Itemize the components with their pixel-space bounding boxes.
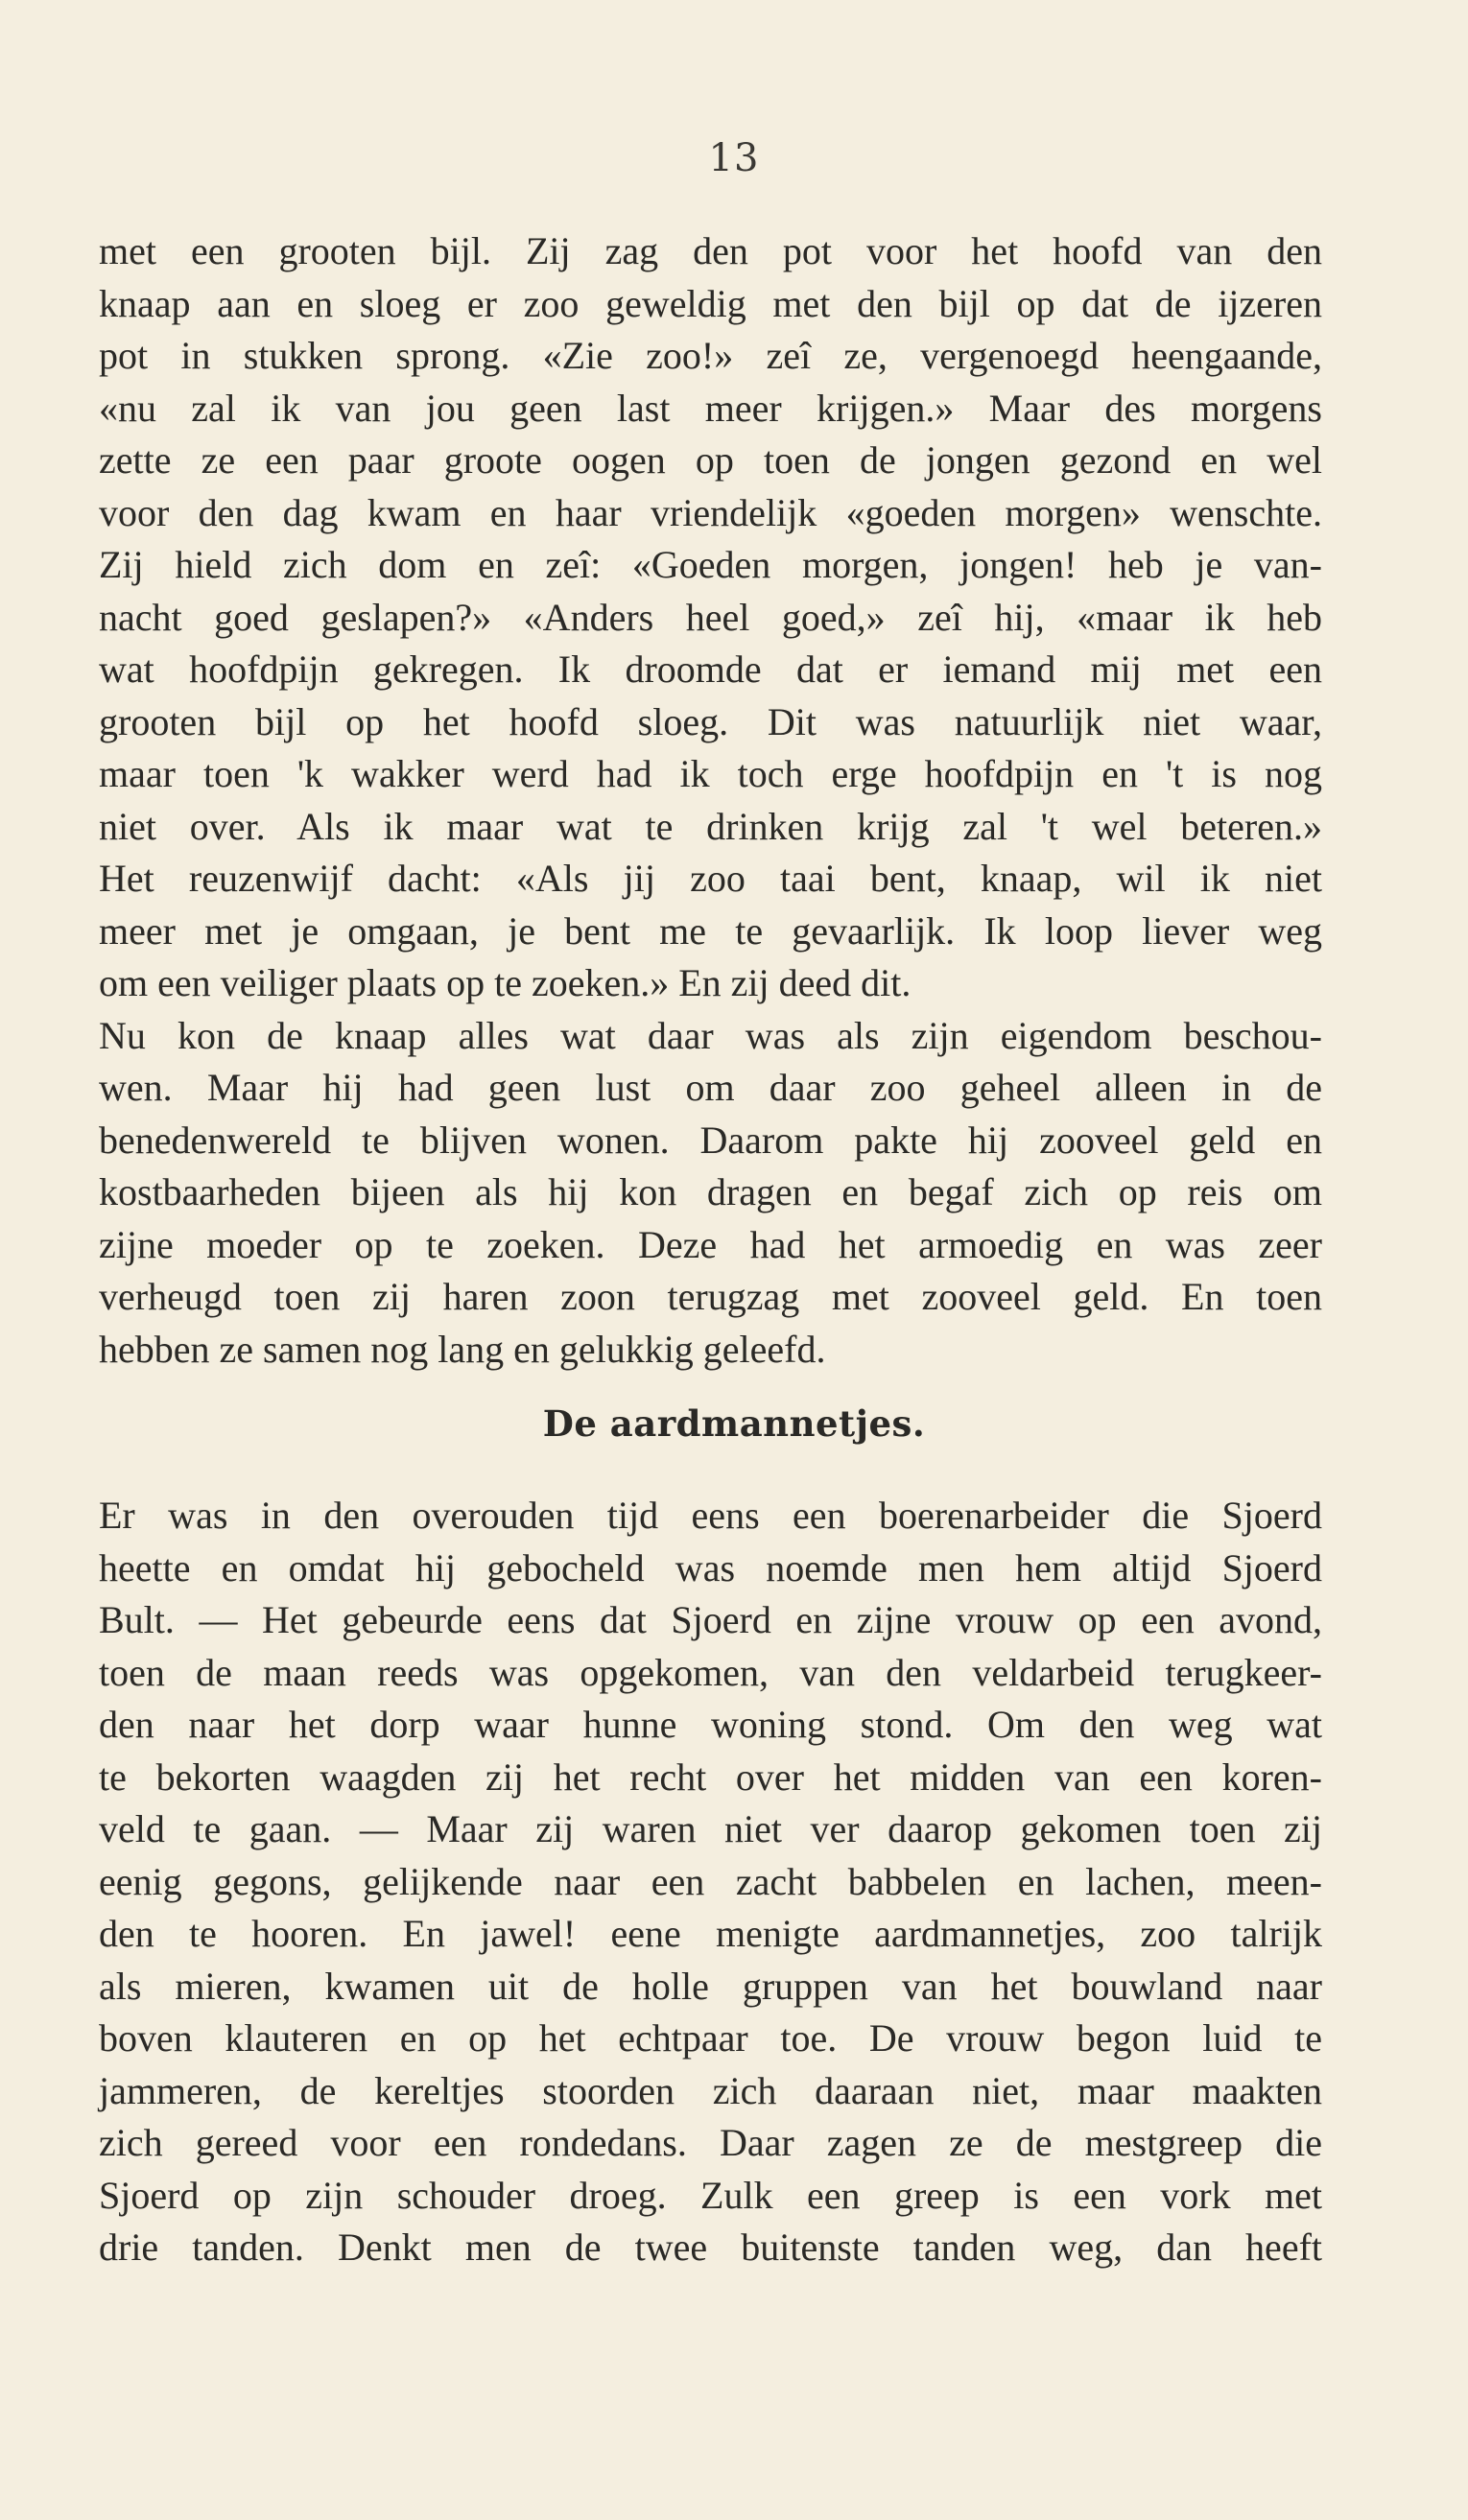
text-line: Er was in den overouden tijd eens een boerenarbeider die Sjoerd	[99, 1494, 1322, 1537]
text-line: den naar het dorp waar hunne woning stond. Om den weg wat	[99, 1703, 1322, 1746]
text-line: Nu kon de knaap alles wat daar was als zijn eigendom beschou-	[99, 1013, 1322, 1057]
text-line: boven klauteren en op het echtpaar toe. De vrouw begon luid te	[99, 2016, 1322, 2060]
text-line: Het reuzenwijf dacht: «Als jij zoo taai bent, knaap, wil ik niet	[99, 857, 1322, 900]
text-line: om een veiliger plaats op te zoeken.» En zij deed dit.	[99, 961, 912, 1004]
text-line: kostbaarheden bijeen als hij kon dragen en begaf zich op reis om	[99, 1170, 1322, 1213]
text-line: wat hoofdpijn gekregen. Ik droomde dat er iemand mij met een	[99, 648, 1322, 691]
text-line: verheugd toen zij haren zoon terugzag met zooveel geld. En toen	[99, 1275, 1322, 1318]
text-line: meer met je omgaan, je bent me te gevaarlijk. Ik loop liever weg	[99, 908, 1322, 953]
text-line: niet over. Als ik maar wat te drinken krijg zal 't wel beteren.»	[99, 804, 1322, 848]
text-line: grooten bijl op het hoofd sloeg. Dit was natuurlijk niet waar,	[99, 699, 1322, 743]
text-line: pot in stukken sprong. «Zie zoo!» zeî ze, vergenoegd heengaande,	[99, 334, 1322, 377]
text-line: nacht goed geslapen?» «Anders heel goed,» zeî hij, «maar ik heb	[99, 595, 1322, 639]
text-line: jammeren, de kereltjes stoorden zich daaraan niet, maar maakten	[99, 2068, 1322, 2112]
text-line: zette ze een paar groote oogen op toen de jongen gezond en wel	[99, 438, 1322, 482]
text-line: Bult. — Het gebeurde eens dat Sjoerd en zijne vrouw op een avond,	[99, 1598, 1322, 1641]
text-line: zich gereed voor een rondedans. Daar zagen ze de mestgreep die	[99, 2121, 1322, 2164]
text-line: als mieren, kwamen uit de holle gruppen van het bouwland naar	[99, 1964, 1322, 2008]
text-line: Sjoerd op zijn schouder droeg. Zulk een greep is een vork met	[99, 2173, 1322, 2217]
paragraph-block-2	[99, 1490, 1322, 2274]
text-line: knaap aan en sloeg er zoo geweldig met den bijl op dat de ijzeren	[99, 281, 1322, 325]
page-number: 13	[708, 136, 760, 180]
text-line: toen de maan reeds was opgekomen, van den veldarbeid terugkeer-	[99, 1650, 1322, 1694]
text-line: den te hooren. En jawel! eene menigte aardmannetjes, zoo talrijk	[99, 1912, 1322, 1955]
text-line: Zij hield zich dom en zeî: «Goeden morgen, jongen! heb je van-	[99, 543, 1322, 586]
section-heading: De aardmannetjes.	[542, 1402, 926, 1445]
text-line: drie tanden. Denkt men de twee buitenste tanden weg, dan heeft	[99, 2226, 1322, 2269]
text-line: wen. Maar hij had geen lust om daar zoo geheel alleen in de	[99, 1066, 1322, 1109]
text-line: voor den dag kwam en haar vriendelijk «goeden morgen» wenschte.	[99, 490, 1322, 534]
text-line: «nu zal ik van jou geen last meer krijgen.» Maar des morgens	[99, 386, 1322, 430]
text-line: hebben ze samen nog lang en gelukkig geleefd.	[99, 1327, 826, 1371]
text-line: benedenwereld te blijven wonen. Daarom pakte hij zooveel geld en	[99, 1118, 1322, 1162]
text-line: zijne moeder op te zoeken. Deze had het armoedig en was zeer	[99, 1222, 1322, 1266]
text-line: heette en omdat hij gebocheld was noemde men hem altijd Sjoerd	[99, 1545, 1322, 1590]
text-line: met een grooten bijl. Zij zag den pot voor het hoofd van den	[99, 229, 1322, 272]
text-line: te bekorten waagden zij het recht over het midden van een koren-	[99, 1755, 1322, 1799]
text-line: veld te gaan. — Maar zij waren niet ver daarop gekomen toen zij	[99, 1807, 1322, 1850]
text-line: eenig gegons, gelijkende naar een zacht babbelen en lachen, meen-	[99, 1859, 1322, 1903]
text-line: maar toen 'k wakker werd had ik toch erge hoofdpijn en 't is nog	[99, 752, 1322, 795]
paragraph-block-1	[99, 225, 1322, 1376]
